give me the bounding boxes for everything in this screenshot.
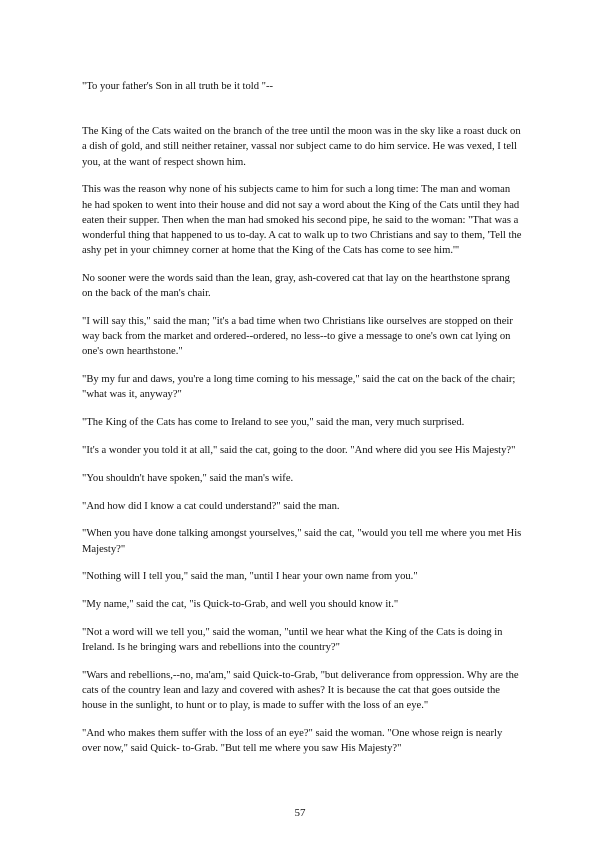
paragraph: The King of the Cats waited on the branch of the tree until the moon was in the sky like a roast duck on a dish of gold, and still neither retainer, vassal nor subject came to do him service. He was vexed, I tell you, at the want of respect shown him.: [82, 126, 521, 168]
paragraph: "Not a word will we tell you," said the woman, "until we hear what the King of the Cats is doing in Ireland. Is he bringing wars and rebellions into the country?": [82, 627, 503, 654]
paragraph: "And who makes them suffer with the loss of an eye?" said the woman. "One whose reign is nearly over now," said Quick- to-Grab. "But tell me where you saw His Majesty?": [82, 728, 503, 755]
paragraph: "I will say this," said the man; "it's a bad time when two Christians like ourselves are stopped on their way back from the market and ordered--ordered, no less--to give a message to one's own cat lying on one's own hearthstone.": [82, 316, 513, 358]
paragraph: "By my fur and daws, you're a long time coming to his message," said the cat on the back of the chair; "what was it, anyway?": [82, 374, 516, 401]
paragraph: "It's a wonder you told it at all," said the cat, going to the door. "And where did you see His Majesty?": [82, 445, 516, 457]
paragraph: "My name," said the cat, "is Quick-to-Grab, and well you should know it.": [82, 599, 399, 611]
paragraph: "When you have done talking amongst yourselves," said the cat, "would you tell me where you met His Majesty?": [82, 528, 522, 555]
paragraph: "The King of the Cats has come to Ireland to see you," said the man, very much surprised.: [82, 417, 465, 429]
paragraph: No sooner were the words said than the lean, gray, ash-covered cat that lay on the hearthstone sprang on the back of the man's chair.: [82, 273, 510, 300]
paragraph: This was the reason why none of his subjects came to him for such a long time: The man and woman he had spoken to went into their house and did not say a word about the King of the Cats until they had eaten their supper. Then when the man had smoked his second pipe, he said to the woman: "That was a wonderful thing that happened to us to-day. A cat to walk up to two Christians and say to them, 'Tell the ashy pet in your chimney corner at home that the King of the Cats has come to see him.'": [82, 184, 522, 257]
body-text: [82, 79, 522, 769]
paragraph: "Nothing will I tell you," said the man, "until I hear your own name from you.": [82, 571, 418, 583]
page-number: 57: [294, 807, 306, 819]
paragraph: "Wars and rebellions,--no, ma'am," said Quick-to-Grab, "but deliverance from oppression. Why are the cats of the country lean and lazy and covered with ashes? It is because the cat that goes outside the house in the sunlight, to hunt or to play, is made to suffer with the loss of an eye.": [82, 670, 519, 712]
paragraph: "And how did I know a cat could understand?" said the man.: [82, 500, 340, 512]
paragraph: "You shouldn't have spoken," said the man's wife.: [82, 472, 294, 484]
opening-line: "To your father's Son in all truth be it told "--: [82, 81, 274, 92]
